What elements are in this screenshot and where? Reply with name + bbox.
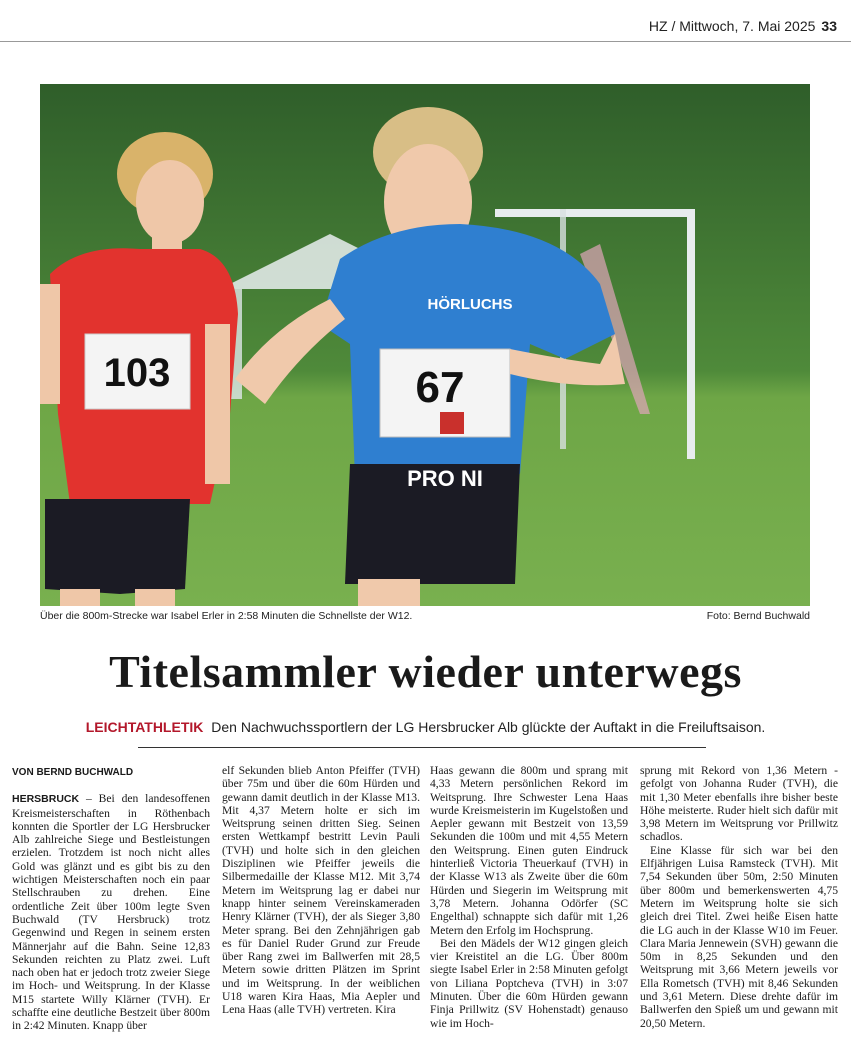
byline: VON BERND BUCHWALD [12, 767, 134, 778]
article-paragraph: Eine Klasse für sich war bei den Elfjährigen Luisa Ramsteck (TVH). Mit 7,54 Sekunden über 50m, 2:50 Minuten über 800m und bemerkenswerten 4,75 Metern im Weitsprung holte sie sich gleich drei Titel. Zwei heiße Eisen hatte die LG auch in der Klasse W10 im Feuer. Clara Maria Jennewein (SVH) gewann die 50m in 8,25 Sekunden und den Weitsprung mit 3,66 Metern jeweils vor Ella Rometsch (TVH) mit 8,46 Sekunden und 3,61 Metern. Diese drehte dafür im Ballwerfen den Spieß um und gewann mit 20,50 Metern. [640, 843, 838, 1030]
dateline-place: HERSBRUCK [12, 793, 80, 806]
photo-credit: Foto: Bernd Buchwald [706, 610, 810, 622]
runners-illustration [40, 84, 810, 606]
article-column-3 [430, 764, 628, 1030]
article-column-1 [12, 764, 210, 1033]
paper-date: HZ / Mittwoch, 7. Mai 2025 [648, 18, 816, 34]
header-info [649, 18, 837, 34]
article-column-4 [640, 764, 838, 1030]
article-photo [40, 84, 810, 606]
bib-number-right: 67 [415, 363, 465, 412]
bib-number-left: 103 [103, 351, 171, 395]
page-number: 33 [821, 18, 837, 34]
shorts-text: PRO NI [407, 466, 483, 491]
article-paragraph: sprung mit Rekord von 1,36 Metern - gefolgt von Johanna Ruder (TVH), die mit 1,30 Meter ebenfalls ihre bisher beste Höhe meisterte. Ruder hielt sich dafür mit 3,98 Metern im Weitsprung vor Prillwitz schadlos. [640, 764, 838, 844]
page-header [0, 0, 851, 42]
article-paragraph [12, 792, 210, 1032]
paragraph-text: – Bei den landesoffenen Kreismeisterschaften in Röthenbach konnten die Sportler der LG Hersbrucker Alb zahlreiche Siege und Bestleistungen erzielen. Trotzdem ist noch nicht alles Gold was glänzt und es gibt bis zu den wichtigen Meisterschaften noch ein paar Stellschrauben zu drehen. Eine ordentliche Zeit über 100m legte Sven Buchwald (TV Hersbruck) trotz Gegenwind und Regen in seinem ersten Männerjahr auf die Bahn. Seine 12,83 Sekunden reichten zu Platz zwei. Luft nach oben hat er jedoch trotz zweier Siege im Hoch- und Weitsprung. In der Klasse M15 startete Willy Klärner (TVH). Er schaffte eine deutliche Bestzeit über 800m in 2:42 Minuten. Knapp über [12, 792, 210, 1033]
section-kicker: LEICHTATHLETIK [85, 719, 204, 735]
article-paragraph: Bei den Mädels der W12 gingen gleich vier Kreistitel an die LG. Über 800m siegte Isabel Erler in 2:58 Minuten gefolgt von Liliana Poptcheva (TVH) in 3:07 Minuten. Über die 60m Hürden gewann Finja Prillwitz (SV Hohenstadt) genauso wie im Hoch- [430, 936, 628, 1030]
subheadline-text: Den Nachwuchssportlern der LG Hersbrucker Alb glückte der Auftakt in die Freiluftsaison. [211, 719, 766, 735]
headline: Titelsammler wieder unterwegs [109, 646, 742, 697]
shirt-text: HÖRLUCHS [427, 296, 513, 313]
article-paragraph: elf Sekunden blieb Anton Pfeiffer (TVH) über 75m und über die 60m Hürden und gewann damit deutlich in der Klasse M13. Mit 4,37 Metern holte er sich im Weitsprung seinen dritten Sieg. Seinen ersten Wettkampf bestritt Levin Pauli (TVH) und holte sich in den gleichen Disziplinen wie Pfeiffer jeweils die Silbermedaille der Klasse M12. Mit 3,74 Metern im Weitsprung lag er dabei nur knapp hinter seinem Vereinskameraden Henry Klärner (TVH), der als Sieger 3,80 Meter sprang. Bei den Zehnjährigen gab es für Daniel Ruder Grund zur Freude über Rang zwei im Ballwerfen mit 28,5 Metern sowie dritten Plätzen im Sprint und im Weitsprung. In der weiblichen U18 waren Kira Haas, Mia Aepler und Lena Haas (alle TVH) vertreten. Kira [222, 764, 420, 1017]
article-paragraph: Haas gewann die 800m und sprang mit 4,33 Metern persönlichen Rekord im Weitsprung. Ihre Schwester Lena Haas wurde Kreismeisterin im Kugelstoßen und Aepler gewann mit Bestzeit von 13,59 Sekunden die 100m und mit 4,55 Metern den Weitsprung. Einen guten Eindruck hinterließ Victoria Theuerkauf (TVH) in der Klasse W13 als Zweite über die 60m Hürden und Siegerin im Weitsprung mit 3,78 Metern. Johanna Odörfer (SC Engelthal) schnappte sich dafür mit 1,26 Metern den Erfolg im Hochsprung. [430, 764, 628, 937]
subheadline-rule [138, 747, 706, 748]
photo-caption [40, 610, 810, 622]
subheadline [0, 719, 851, 735]
article-column-2 [222, 764, 420, 1017]
caption-text: Über die 800m-Strecke war Isabel Erler in 2:58 Minuten die Schnellste der W12. [40, 610, 413, 622]
